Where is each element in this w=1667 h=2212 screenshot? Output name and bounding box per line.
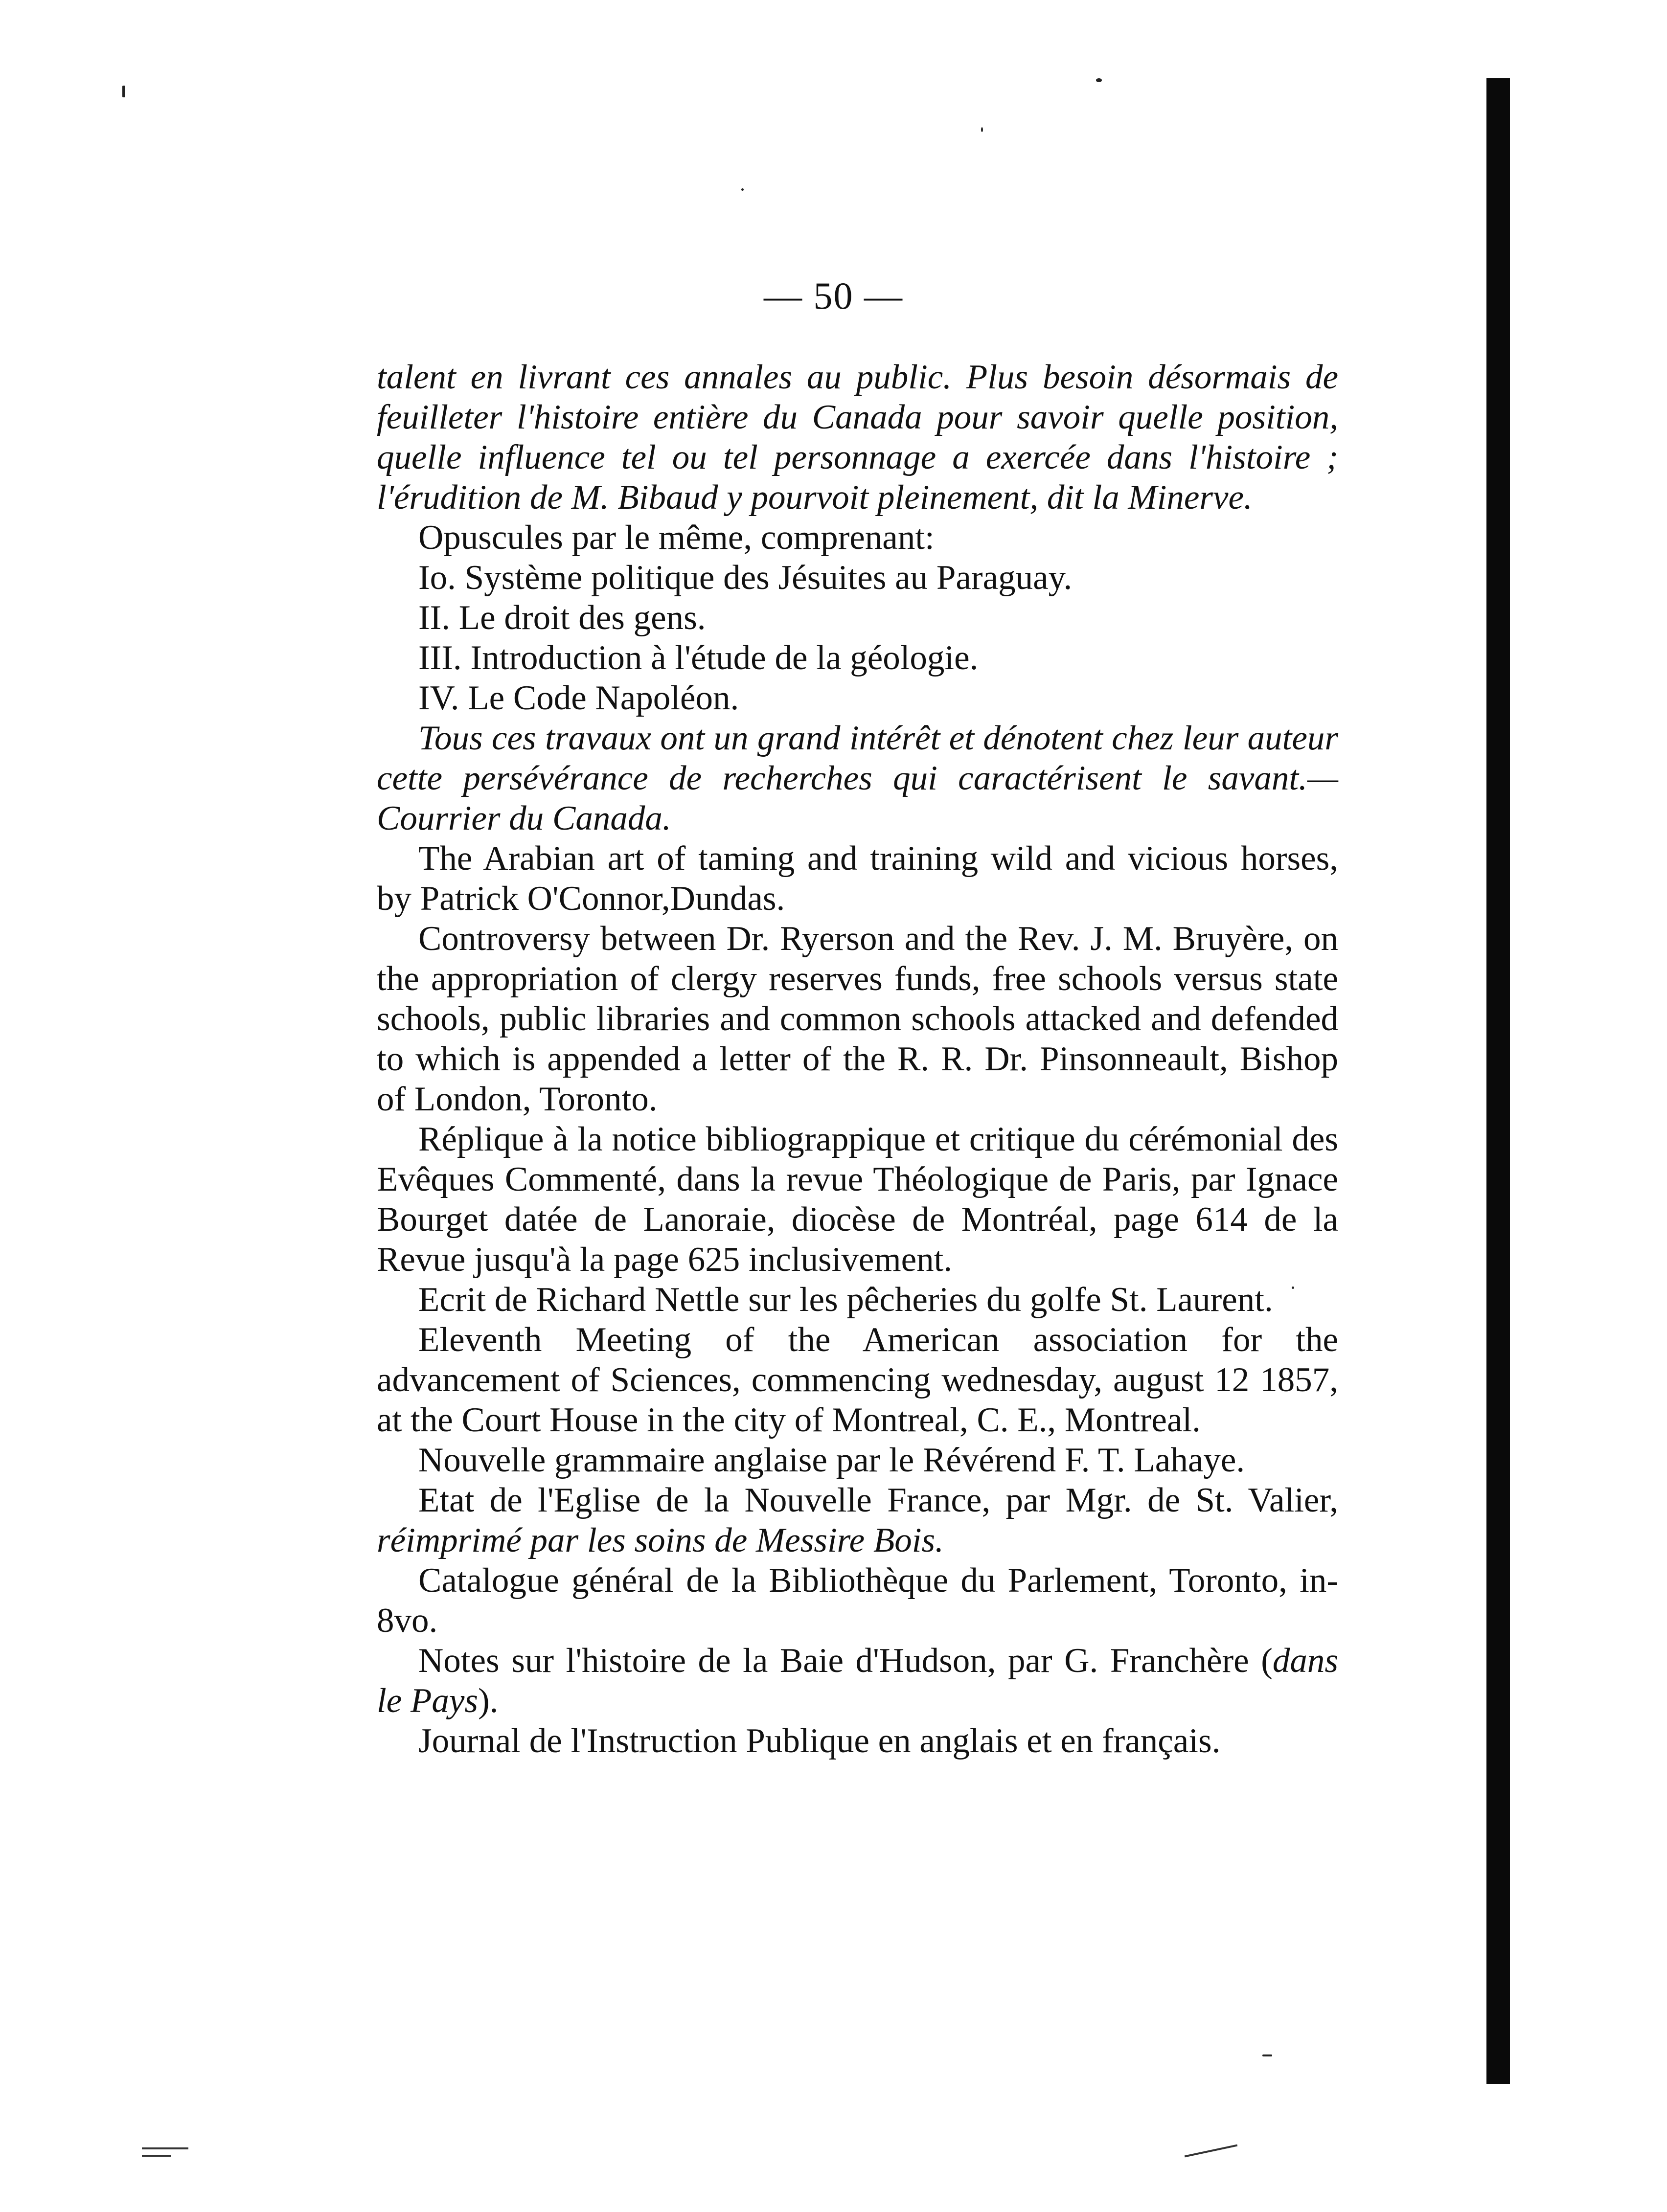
paragraph-text: ). (478, 1682, 499, 1720)
paragraph-italic-text: dans le Pays (377, 1642, 1338, 1720)
paragraph: Journal de l'Instruction Publique en anglais et en français. (418, 1722, 1221, 1760)
scan-mark (142, 2147, 188, 2149)
list-item: IV. Le Code Napoléon. (418, 679, 739, 717)
paragraph: Eleventh Meeting of the American association for the advancement of Sciences, commencing wednesday, august 12 1857, at the Court House in the city of Montreal, C. E., Montreal. (377, 1321, 1338, 1439)
paragraph: The Arabian art of taming and training wild and vicious horses, by Patrick O'Connor,Dundas. (377, 839, 1338, 918)
scan-speck (981, 127, 983, 132)
list-item: Io. Système politique des Jésuites au Paraguay. (418, 559, 1073, 597)
paragraph-text: Etat de l'Eglise de la Nouvelle France, par Mgr. de St. Valier, (418, 1481, 1338, 1519)
scan-mark (142, 2155, 171, 2157)
paragraph: Réplique à la notice bibliograppique et critique du cérémonial des Evêques Commenté, dans la revue Théologique de Paris, par Ignace Bourget datée de Lanoraie, diocèse de Montréal, page 614 de la Revue jusqu'à la page 625 inclusivement. (377, 1120, 1338, 1279)
scan-mark (1185, 2144, 1237, 2158)
paragraph: Controversy between Dr. Ryerson and the Rev. J. M. Bruyère, on the appropriation of clergy reserves funds, free schools versus state schools, public libraries and common schools attacked and defended to which is appended a letter of the R. R. Dr. Pinsonneault, Bishop of London, Toronto. (377, 920, 1338, 1118)
paragraph: Ecrit de Richard Nettle sur les pêcheries du golfe St. Laurent. (418, 1281, 1273, 1319)
paragraph: Nouvelle grammaire anglaise par le Révérend F. T. Lahaye. (418, 1441, 1245, 1479)
scan-speck (1262, 2054, 1272, 2056)
paragraph: Catalogue général de la Bibliothèque du Parlement, Toronto, in-8vo. (377, 1561, 1338, 1640)
page-edge-shadow (1486, 78, 1510, 2084)
paragraph-italic-text: réimprimé par les soins de Messire Bois. (377, 1521, 944, 1559)
paragraph (377, 1480, 1338, 1560)
list-item: II. Le droit des gens. (418, 599, 706, 637)
list-item: III. Introduction à l'étude de la géologie. (418, 639, 979, 677)
scan-speck (741, 188, 744, 191)
page-number: — 50 — (764, 274, 903, 317)
paragraph-text: Notes sur l'histoire de la Baie d'Hudson, par G. Franchère ( (418, 1642, 1273, 1680)
scan-speck (122, 86, 125, 97)
paragraph (377, 1641, 1338, 1721)
paragraph: Tous ces travaux ont un grand intérêt et dénotent chez leur auteur cette persévérance de recherches qui caractérisent le savant.—Courrier du Canada. (377, 719, 1338, 837)
scan-speck (1096, 78, 1102, 82)
paragraph: talent en livrant ces annales au public. Plus besoin désormais de feuilleter l'histoire entière du Canada pour savoir quelle position, quelle influence tel ou tel personnage a exercée dans l'histoire ; l'érudition de M. Bibaud y pourvoit pleinement, dit la Minerve. (377, 358, 1338, 517)
paragraph: Opuscules par le même, comprenant: (418, 519, 935, 557)
body-text (377, 357, 1338, 1761)
